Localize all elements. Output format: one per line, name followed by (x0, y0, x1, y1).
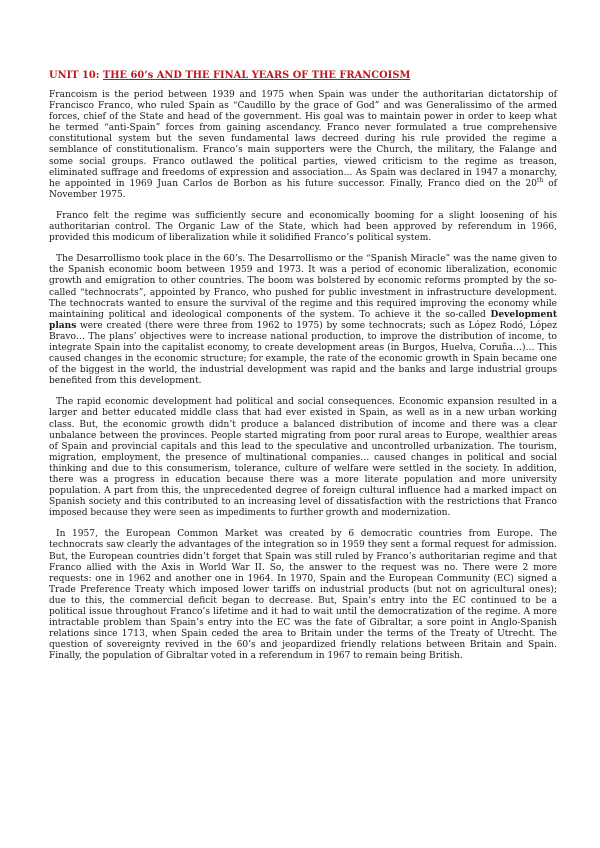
paragraph-text-end: were created (there were three from 1962 to 1975) by some technocrats; such as López Rodó, López Bravo… The plans’ objectives were to increase national production, to improve the distribution of income, to integrate Spain into the capitalist economy, to create development areas (in Burgos, Huelva, Coruña…)… This caused changes in the economic structure; for example, the rate of the economic growth in Spain became one of the biggest in the world, the industrial development was rapid and the banks and large industrial groups benefited from this development. (49, 320, 557, 387)
document-page (49, 70, 557, 673)
paragraph-francoism (49, 90, 557, 201)
paragraph-organic-law: Franco felt the regime was sufficiently secure and economically booming for a slight loosening of his authoritarian control. The Organic Law of the State, which had been approved by referendum in 1966, provided this modicum of liberalization while it solidified Franco’s political system. (49, 210, 557, 244)
superscript-th: th (537, 176, 544, 184)
paragraph-text-end: of November 1975. (49, 178, 557, 200)
paragraph-european-market: In 1957, the European Common Market was created by 6 democratic countries from Europe. The technocrats saw clearly the advantages of the integration so in 1959 they sent a formal request for admission. But, the European countries didn’t forget that Spain was still ruled by Franco’s authoritarian regime and that Franco allied with the Axis in World War II. So, the answer to the request was no. There were 2 more requests: one in 1962 and another one in 1964. In 1970, Spain and the European Community (EC) signed a Trade Preference Treaty which imposed lower tariffs on industrial products (but not on agricultural ones); due to this, the commercial deficit began to decrease. But, Spain’s entry into the EC continued to be a political issue throughout Franco’s lifetime and it had to wait until the democratization of the regime. A more intractable problem than Spain’s entry into the EC was the fate of Gibraltar, a sore point in Anglo-Spanish relations since 1713, when Spain ceded the area to Britain under the terms of the Treaty of Utrecht. The question of sovereignty revived in the 60’s and jeopardized friendly relations between Britain and Spain. Finally, the population of Gibraltar voted in a referendum in 1967 to remain being British. (49, 529, 557, 662)
unit-heading: THE 60’s AND THE FINAL YEARS OF THE FRANCOISM (102, 70, 411, 81)
paragraph-consequences: The rapid economic development had political and social consequences. Economic expansion resulted in a larger and better educated middle class that had ever existed in Spain, as well as in a new urban working class. But, the economic growth didn’t produce a balanced distribution of income and there was a clear unbalance between the provinces. People started migrating from poor rural areas to Europe, wealthier areas of Spain and provincial capitals and this lead to the speculative and uncontrolled urbanization. The tourism, migration, employment, the presence of multinational companies… caused changes in political and social thinking and due to this consumerism, tolerance, culture of welfare were settled in the society. In addition, there was a progress in education because there was a more literate population and more university population. A part from this, the unprecedented degree of foreign cultural influence had a marked impact on Spanish society and this contributed to an increasing level of dissatisfaction with the restrictions that Franco imposed because they were seen as impediments to further growth and modernization. (49, 397, 557, 519)
paragraph-desarrollismo (49, 254, 557, 387)
unit-number: UNIT 10: (49, 70, 100, 81)
paragraph-text: The Desarrollismo took place in the 60’s. The Desarrollismo or the “Spanish Miracle” was the name given to the Spanish economic boom between 1959 and 1973. It was a period of economic liberalization, economic growth and emigration to other countries. The boom was bolstered by economic reforms prompted by the so-called “technocrats”, appointed by Franco, who pushed for public investment in infrastructure development. The technocrats wanted to ensure the survival of the regime and this required improving the economy while maintaining political and ideological components of the system. To achieve it the so-called (49, 254, 557, 320)
bold-term-development-plans: Development plans (49, 309, 557, 331)
unit-title (49, 70, 557, 81)
paragraph-text: Francoism is the period between 1939 and 1975 when Spain was under the authoritarian dictatorship of Francisco Franco, who ruled Spain as “Caudillo by the grace of God” and was Generalissimo of the armed forces, chief of the State and head of the government. His goal was to maintain power in order to keep what he termed “anti-Spain” forces from gaining ascendancy. Franco never formulated a true comprehensive constitutional system but the seven fundamental laws decreed during his rule provided the regime a semblance of constitutionalism. Franco’s main supporters were the Church, the military, the Falange and some social groups. Franco outlawed the political parties, viewed criticism to the regime as treason, eliminated suffrage and freedoms of expression and association… As Spain was declared in 1947 a monarchy, he appointed in 1969 Juan Carlos de Borbon as his future successor. Finally, Franco died on the 20 (49, 90, 557, 189)
